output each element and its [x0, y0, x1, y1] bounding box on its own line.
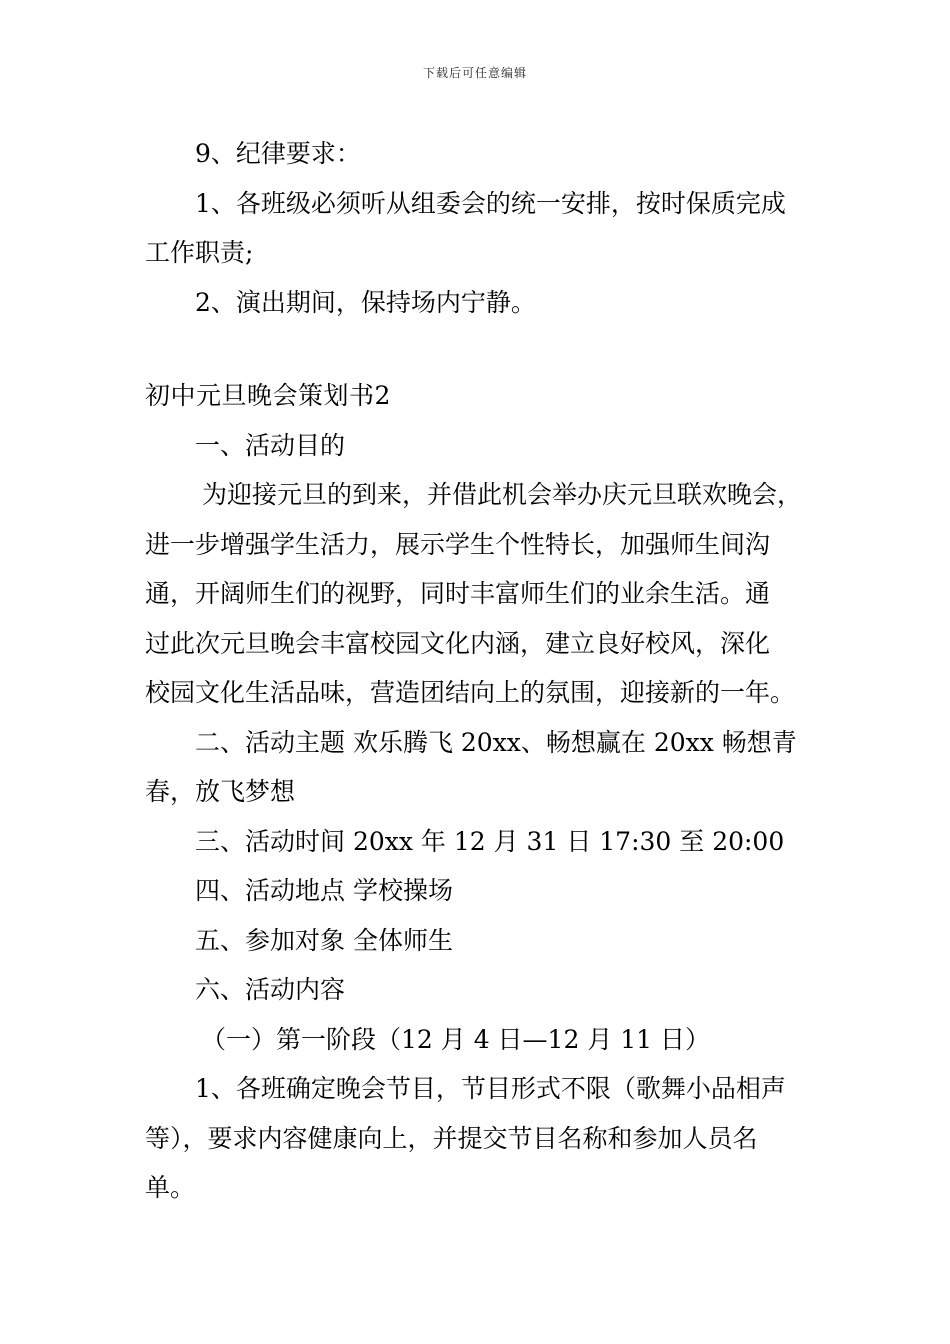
- section-participants: 五、参加对象 全体师生: [195, 925, 453, 955]
- section-location: 四、活动地点 学校操场: [195, 876, 453, 905]
- section-purpose-heading: 一、活动目的: [195, 430, 346, 460]
- section-theme-line-2: 春，放飞梦想: [145, 777, 296, 806]
- paragraph-discipline-heading: 9、纪律要求：: [195, 139, 361, 168]
- paragraph-discipline-item-1: 1、各班级必须听从组委会的统一安排，按时保质完成: [195, 188, 786, 218]
- purpose-line-5: 校园文化生活品味，营造团结向上的氛围，迎接新的一年。: [145, 678, 796, 707]
- purpose-line-2: 进一步增强学生活力，展示学生个性特长，加强师生间沟: [145, 529, 771, 559]
- purpose-line-4: 过此次元旦晚会丰富校园文化内涵，建立良好校风，深化: [145, 628, 771, 658]
- purpose-line-3: 通，开阔师生们的视野，同时丰富师生们的业余生活。通: [145, 579, 771, 608]
- section-theme-line-1: 二、活动主题 欢乐腾飞 20xx、畅想赢在 20xx 畅想青: [195, 727, 797, 757]
- section-content-heading: 六、活动内容: [195, 975, 346, 1004]
- phase-one-item-1-line-3: 单。: [145, 1173, 196, 1202]
- phase-one-item-1-line-1: 1、各班确定晚会节目，节目形式不限（歌舞小品相声: [195, 1074, 786, 1103]
- document-title: 初中元旦晚会策划书2: [145, 381, 391, 410]
- paragraph-discipline-item-1-cont: 工作职责;: [145, 238, 254, 267]
- section-gap: [145, 327, 810, 371]
- section-time: 三、活动时间 20xx 年 12 月 31 日 17:30 至 20:00: [195, 826, 785, 856]
- phase-one-item-1-line-2: 等），要求内容健康向上，并提交节目名称和参加人员名: [145, 1123, 758, 1153]
- phase-one-heading: （一）第一阶段（12 月 4 日—12 月 11 日）: [201, 1024, 711, 1054]
- paragraph-discipline-item-2: 2、演出期间，保持场内宁静。: [195, 287, 536, 317]
- document-body: [145, 129, 810, 1213]
- purpose-line-1: 为迎接元旦的到来，并借此机会举办庆元旦联欢晚会，: [202, 480, 803, 509]
- page-header: 下载后可任意编辑: [422, 66, 527, 80]
